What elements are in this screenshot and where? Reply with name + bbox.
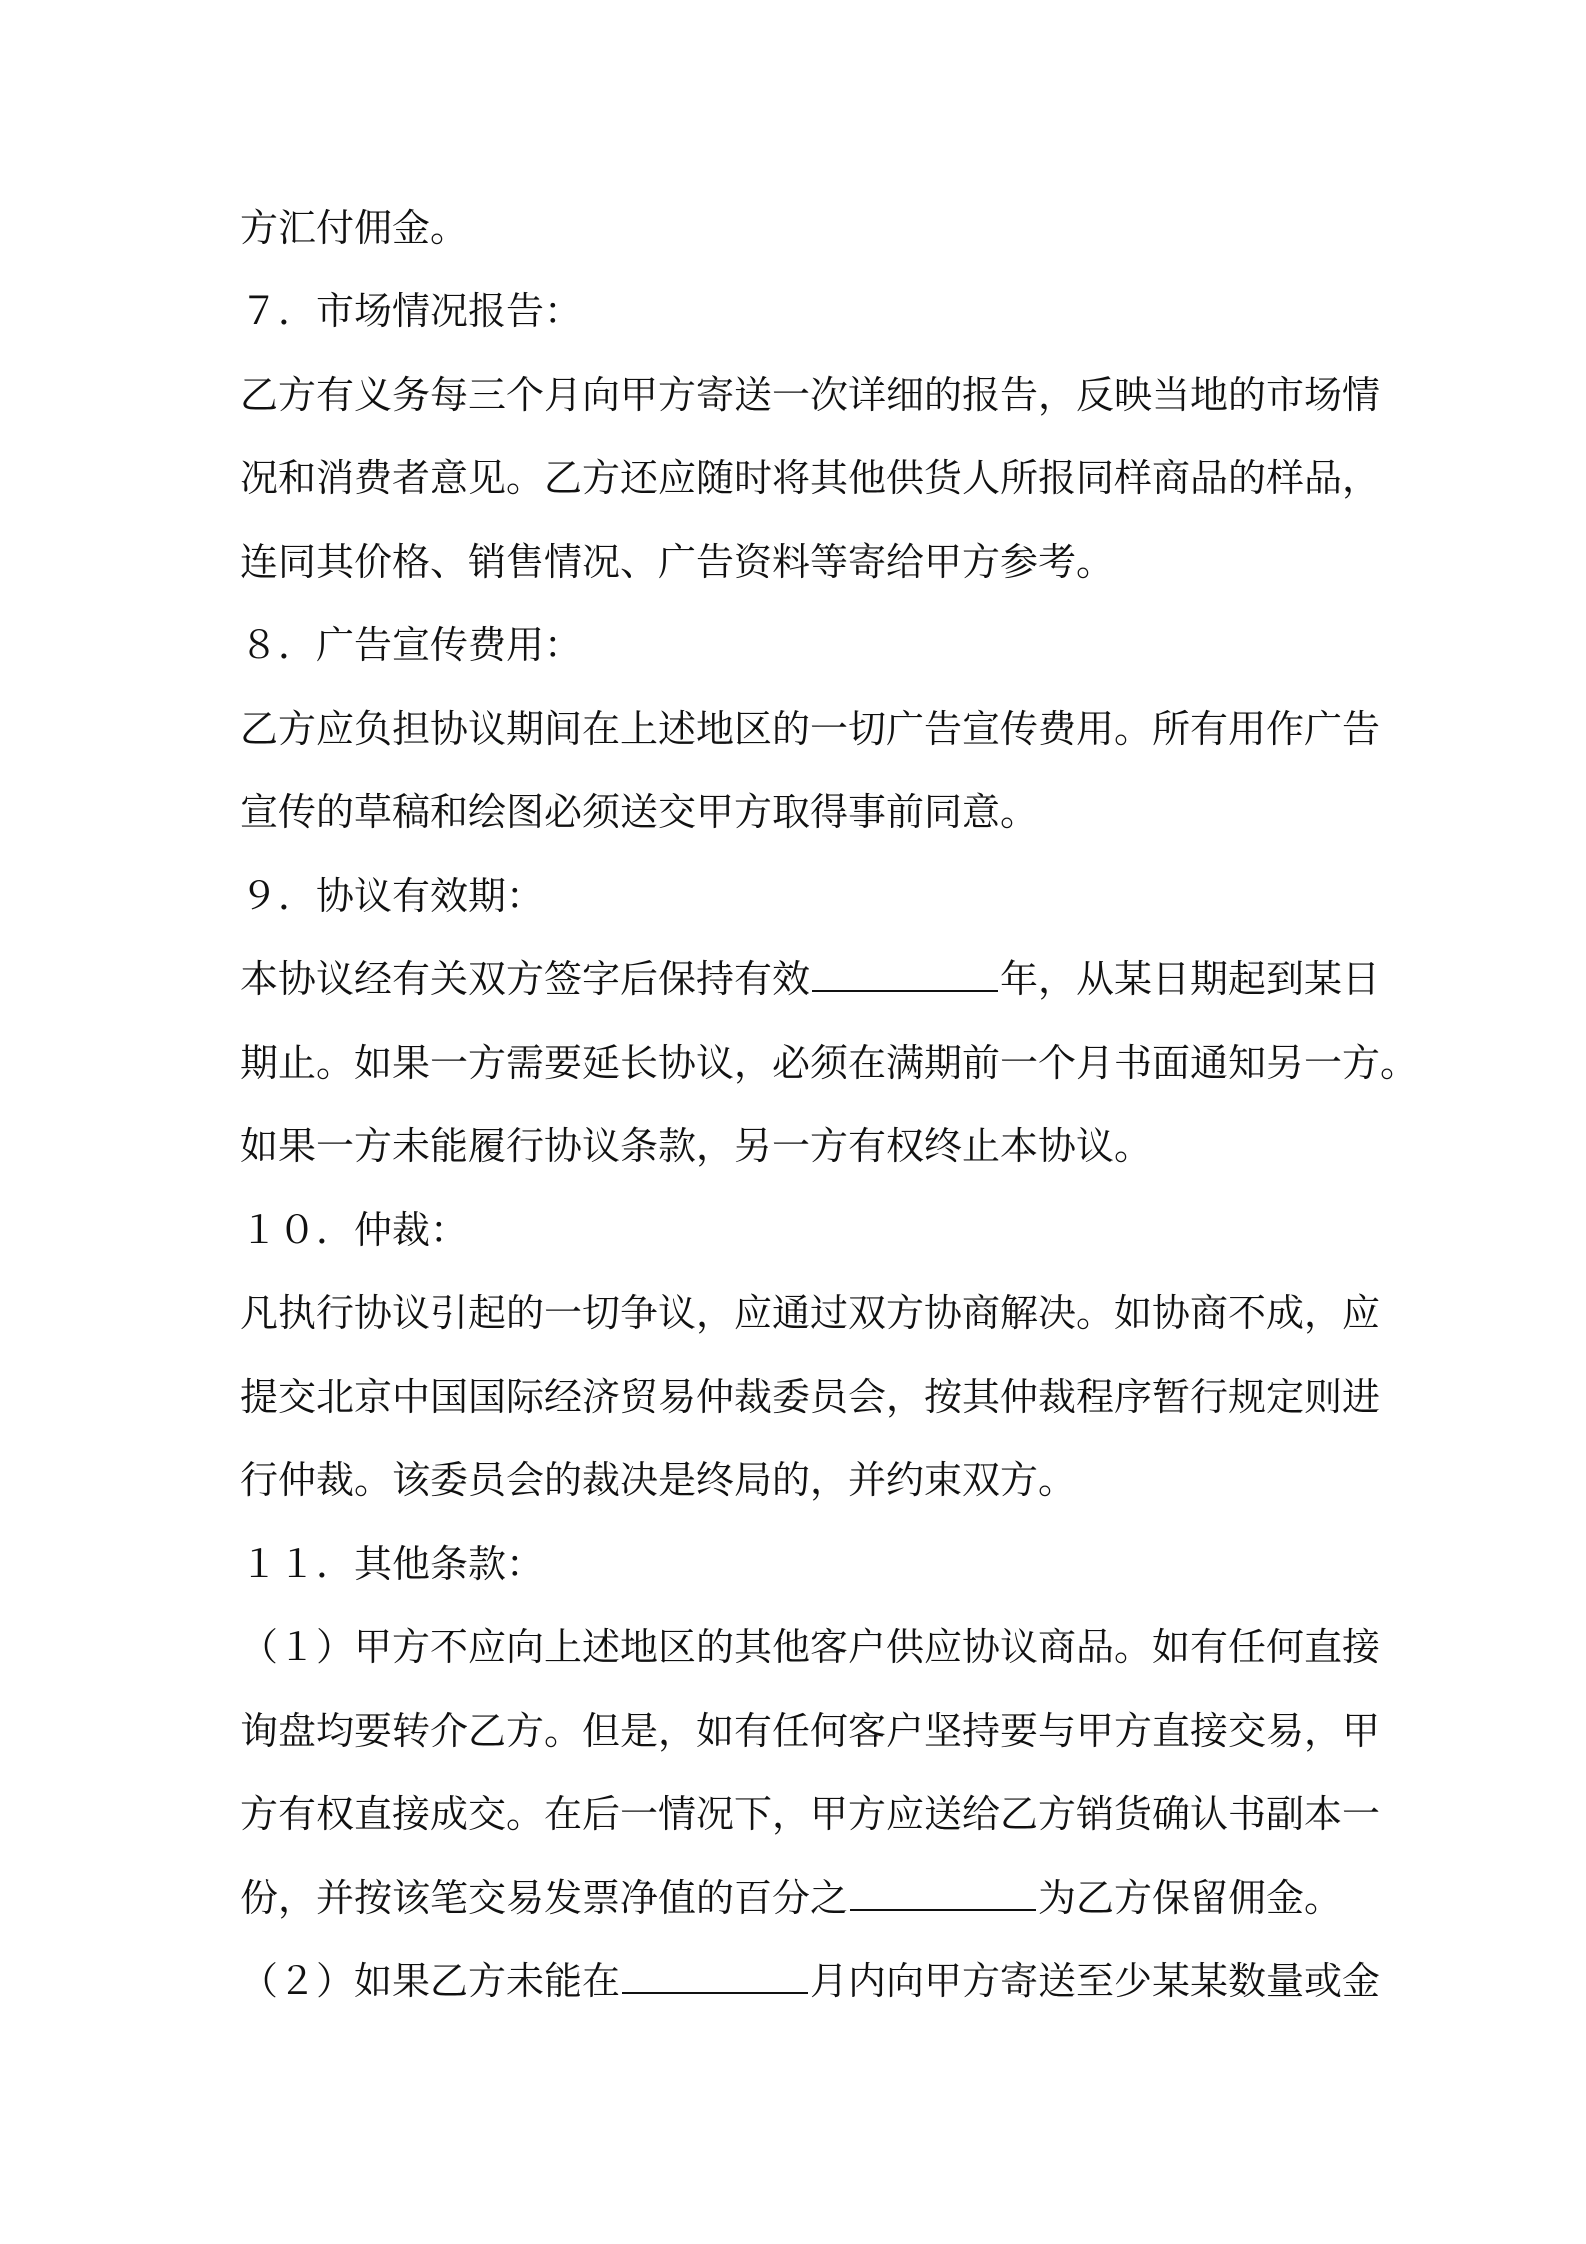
paragraph-line: 提交北京中国国际经济贸易仲裁委员会，按其仲裁程序暂行规定则进 bbox=[240, 1375, 1381, 1419]
section-heading-arbitration: １０．仲裁： bbox=[240, 1208, 469, 1252]
paragraph-line: 况和消费者意见。乙方还应随时将其他供货人所报同样商品的样品， bbox=[240, 456, 1381, 500]
paragraph-line: 乙方有义务每三个月向甲方寄送一次详细的报告，反映当地的市场情 bbox=[240, 373, 1381, 417]
paragraph-line: 方汇付佣金。 bbox=[240, 206, 469, 250]
paragraph-line: 如果一方未能履行协议条款，另一方有权终止本协议。 bbox=[240, 1124, 1153, 1168]
section-heading-validity: ９．协议有效期： bbox=[240, 874, 545, 918]
paragraph-line: 乙方应负担协议期间在上述地区的一切广告宣传费用。所有用作广告 bbox=[240, 707, 1381, 751]
fill-in-blank bbox=[850, 1877, 1036, 1911]
section-heading-market-report: ７．市场情况报告： bbox=[240, 289, 583, 333]
paragraph-line-with-blank bbox=[240, 1873, 1360, 1923]
line-text: 为乙方保留佣金。 bbox=[1038, 1876, 1343, 1920]
line-text: 份，并按该笔交易发票净值的百分之 bbox=[240, 1876, 849, 1920]
paragraph-line-with-blank bbox=[240, 1956, 1381, 2006]
line-text: （２）如果乙方未能在 bbox=[240, 1959, 621, 2003]
section-heading-advertising: ８．广告宣传费用： bbox=[240, 623, 583, 667]
fill-in-blank bbox=[622, 1960, 808, 1994]
paragraph-line: 期止。如果一方需要延长协议，必须在满期前一个月书面通知另一方。 bbox=[240, 1041, 1419, 1085]
paragraph-line: 行仲裁。该委员会的裁决是终局的，并约束双方。 bbox=[240, 1458, 1077, 1502]
paragraph-line: 连同其价格、销售情况、广告资料等寄给甲方参考。 bbox=[240, 540, 1115, 584]
paragraph-line: 凡执行协议引起的一切争议，应通过双方协商解决。如协商不成，应 bbox=[240, 1291, 1381, 1335]
paragraph-line: 方有权直接成交。在后一情况下，甲方应送给乙方销货确认书副本一 bbox=[240, 1792, 1381, 1836]
paragraph-line: （１）甲方不应向上述地区的其他客户供应协议商品。如有任何直接 bbox=[240, 1625, 1381, 1669]
paragraph-line: 宣传的草稿和绘图必须送交甲方取得事前同意。 bbox=[240, 790, 1039, 834]
line-text: 月内向甲方寄送至少某某数量或金 bbox=[810, 1959, 1381, 2003]
paragraph-line: 询盘均要转介乙方。但是，如有任何客户坚持要与甲方直接交易，甲 bbox=[240, 1709, 1381, 1753]
line-text: 年，从某日期起到某日 bbox=[1000, 957, 1381, 1001]
section-heading-other-terms: １１．其他条款： bbox=[240, 1542, 545, 1586]
paragraph-line-with-blank bbox=[240, 954, 1381, 1004]
fill-in-blank bbox=[812, 958, 998, 992]
line-text: 本协议经有关双方签字后保持有效 bbox=[240, 957, 811, 1001]
